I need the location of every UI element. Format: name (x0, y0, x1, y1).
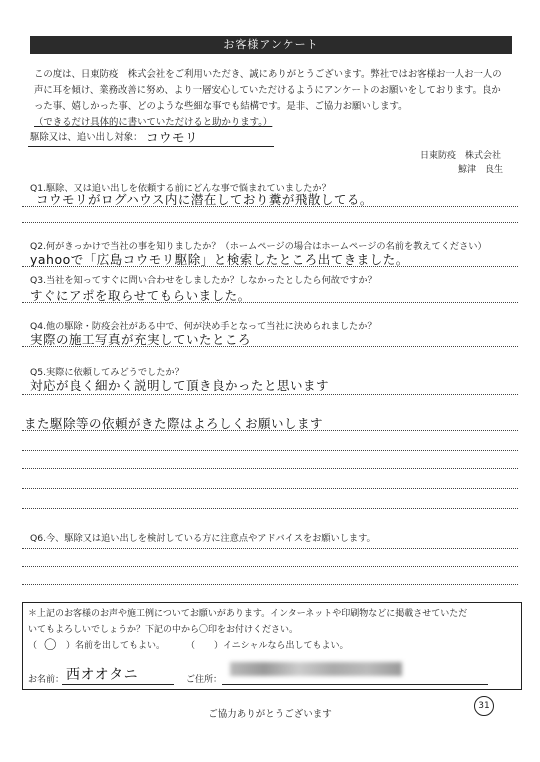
answer-line (22, 548, 518, 549)
option-1-open-paren: （ (28, 641, 38, 651)
target-label: 駆除又は、追い出し対象： (30, 132, 143, 143)
answer-line (22, 566, 518, 567)
page-title: お客様アンケート (30, 36, 512, 54)
answer-line (22, 222, 518, 223)
intro-line-1: この度は、日東防疫 株式会社をご利用いただき、誠にありがとうございます。弊社ではお客様お一人お一人の (34, 69, 502, 80)
answer-line (22, 508, 518, 509)
target-answer: コウモリ (146, 130, 199, 145)
answer-line (22, 394, 518, 395)
intro-line-2: 声に耳を傾け、業務改善に努め、より一層安心していただけるようにアンケートのお願いをしております。良か (34, 85, 501, 96)
company-name: 日東防疫 株式会社 (420, 151, 502, 161)
answer-line (22, 346, 518, 347)
option-1-mark: 〇 (44, 637, 58, 652)
name-value: 西オオタニ (66, 667, 139, 683)
option-2-open-paren: （ (186, 641, 196, 651)
q1-answer: コウモリがログハウス内に潜在しており糞が飛散してる。 (36, 192, 373, 207)
answer-line (22, 302, 518, 303)
answer-line (22, 206, 518, 207)
name-underline (62, 684, 174, 685)
target-underline (28, 146, 274, 147)
answer-line (22, 450, 518, 451)
q5-answer-2: また駆除等の依頼がきた際はよろしくお願いします (24, 416, 324, 431)
address-label: ご住所： (186, 675, 223, 685)
name-label: お名前： (28, 675, 65, 685)
q3-label: Q3.当社を知ってすぐに問い合わせをしましたか？しなかったとしたら何故ですか？ (30, 275, 377, 286)
option-1-label: ）名前を出してもよい。 (66, 641, 166, 651)
answer-line (22, 584, 518, 585)
q4-label: Q4.他の駆除・防疫会社がある中で、何が決め手となって当社に決められましたか？ (30, 321, 377, 332)
q1-label: Q1.駆除、又は追い出しを依頼する前にどんな事で悩まれていましたか？ (30, 183, 331, 194)
consent-line-2: いてもよろしいでしょうか？下記の中から〇印をお付けください。 (28, 625, 299, 635)
consent-line-1: ＊上記のお客様のお声や施工例についてお願いがあります。インターネットや印刷物などに掲載させていただ (28, 609, 468, 619)
answer-line (22, 430, 518, 431)
answer-line (22, 488, 518, 489)
q3-answer: すぐにアポを取らせてもらいました。 (30, 288, 251, 303)
footer-thanks: ご協力ありがとうございます (208, 709, 332, 720)
company-person: 鯨津 良生 (458, 165, 504, 175)
answer-line (22, 468, 518, 469)
intro-note: （できるだけ具体的に書いていただけると助かります。） (34, 117, 273, 128)
option-2-label: ）イニシャルなら出してもよい。 (214, 641, 349, 651)
q2-answer: yahooで「広島コウモリ駆除」と検索したところ出てきました。 (30, 252, 409, 267)
intro-line-3: った事、嬉しかった事、どのような些細な事でも結構です。是非、ご協力お願いします。 (34, 101, 408, 112)
redacted-address (230, 662, 402, 676)
q6-label: Q6.今、駆除又は追い出しを検討している方に注意点やアドバイスをお願いします。 (30, 533, 376, 544)
answer-line (22, 266, 518, 267)
q2-label: Q2.何がきっかけで当社の事を知りましたか？（ホームページの場合はホームページの名前を教えてください） (30, 241, 487, 252)
page-number: 31 (474, 696, 494, 716)
q4-answer: 実際の施工写真が充実していたところ (30, 332, 252, 347)
q5-label: Q5.実際に依頼してみどうでしたか？ (30, 367, 184, 378)
q5-answer: 対応が良く細かく説明して頂き良かったと思います (30, 378, 330, 393)
address-underline (222, 684, 488, 685)
